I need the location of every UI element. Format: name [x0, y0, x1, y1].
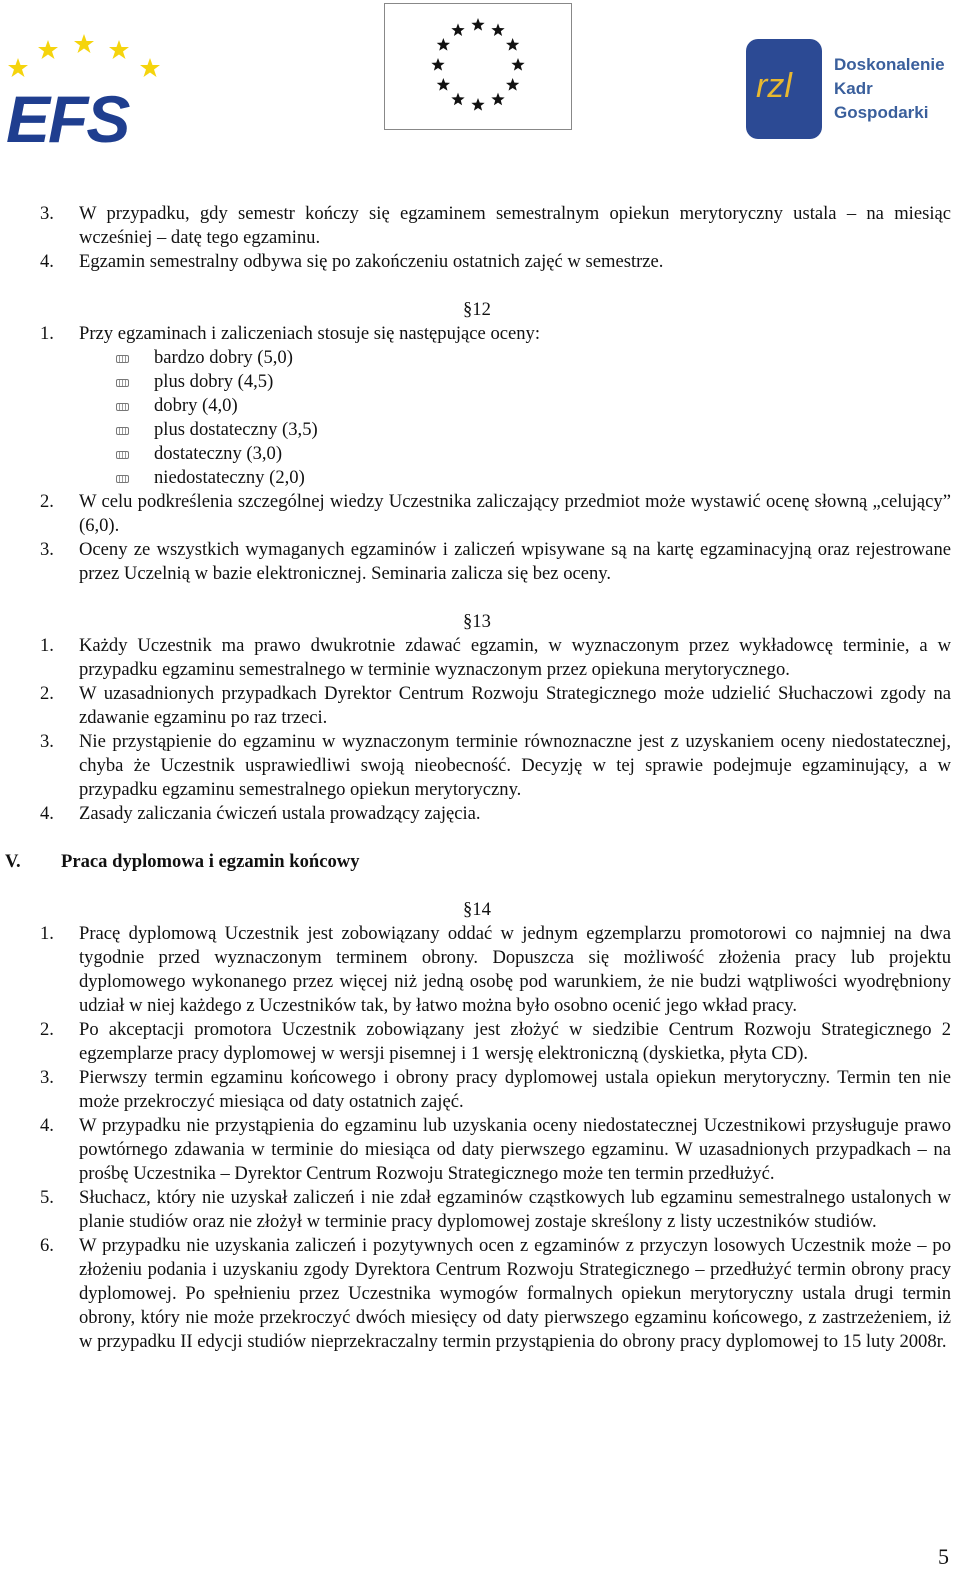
paragraph-heading: [0, 298, 960, 322]
bullet-icon: [116, 451, 129, 459]
item-number: 3.: [40, 539, 54, 560]
grade-item: [154, 346, 960, 370]
item-text: Przy egzaminach i zaliczeniach stosuje się następujące oceny:: [79, 323, 541, 344]
dkg-logo-mark: rzl: [756, 67, 792, 105]
item-text: Pierwszy termin egzaminu końcowego i obrony pracy dyplomowej ustala opiekun merytoryczny. Termin ten nie może przekroczyć miesiąca od daty ostatnich zajęć.: [79, 1067, 951, 1112]
item-text: W przypadku, gdy semestr kończy się egzaminem semestralnym opiekun merytoryczny ustala – na miesiąc wcześniej – datę tego egzaminu.: [79, 203, 951, 248]
list-item: [0, 1066, 960, 1114]
paragraph-heading: [0, 610, 960, 634]
bullet-icon: [116, 355, 129, 363]
list-item: [0, 538, 960, 586]
grade-label: plus dostateczny (3,5): [154, 419, 318, 440]
document-body: [0, 202, 960, 1354]
grade-item: [154, 370, 960, 394]
item-text: Zasady zaliczania ćwiczeń ustala prowadzący zajęcia.: [79, 803, 481, 824]
item-number: 3.: [40, 1067, 54, 1088]
list-item: [0, 202, 960, 250]
list-item: [0, 1018, 960, 1066]
item-number: 4.: [40, 1115, 54, 1136]
item-number: 2.: [40, 491, 54, 512]
item-text: Każdy Uczestnik ma prawo dwukrotnie zdawać egzamin, w wyznaczonym przez wykładowcę terminie, a w przypadku egzaminu semestralnego w terminie wyznaczonym przez opiekuna merytorycznego.: [79, 635, 951, 680]
item-number: 1.: [40, 323, 54, 344]
list-item: [0, 682, 960, 730]
list-item: [0, 1186, 960, 1234]
grade-label: bardzo dobry (5,0): [154, 347, 293, 368]
paragraph-number: §14: [463, 899, 491, 920]
item-number: 4.: [40, 803, 54, 824]
item-number: 5.: [40, 1187, 54, 1208]
grade-list: [0, 346, 960, 490]
grade-label: dobry (4,0): [154, 395, 238, 416]
chapter-title: Praca dyplomowa i egzamin końcowy: [61, 851, 360, 872]
grade-item: [154, 466, 960, 490]
list-item: [0, 802, 960, 826]
grade-label: dostateczny (3,0): [154, 443, 283, 464]
item-number: 3.: [40, 731, 54, 752]
item-text: W przypadku nie przystąpienia do egzaminu lub uzyskania oceny niedostatecznej Uczestnikowi przysługuje prawo powtórnego zdawania w terminie do miesiąca od daty pierwszego egzaminu. W uzasadnionych przypadkach – na prośbę Uczestnika – Dyrektor Centrum Rozwoju Strategicznego może ten termin przedłużyć.: [79, 1115, 951, 1184]
list-item: [0, 922, 960, 1018]
paragraph-number: §12: [463, 299, 491, 320]
item-text: Po akceptacji promotora Uczestnik zobowiązany jest złożyć w siedzibie Centrum Rozwoju Strategicznego 2 egzemplarze pracy dyplomowej w wersji pisemnej i 1 wersję elektroniczną (dyskietka, płyta CD).: [79, 1019, 951, 1064]
bullet-icon: [116, 379, 129, 387]
item-text: Pracę dyplomową Uczestnik jest zobowiązany oddać w jednym egzemplarzu promotorowi co najmniej na dwa tygodnie przed wyznaczonym terminem obrony. Dopuszcza się możliwość złożenia pracy lub projektu dyplomowego wykonanego przez więcej niż jedną osobę pod warunkiem, że nie budzi wątpliwości wyodrębniony udział w niej każdego z Uczestników tak, by łatwo można było osobno ocenić jego wkład pracy.: [79, 923, 951, 1016]
item-text: Egzamin semestralny odbywa się po zakończeniu ostatnich zajęć w semestrze.: [79, 251, 664, 272]
list-item: [0, 250, 960, 274]
item-number: 3.: [40, 203, 54, 224]
list-item: [0, 490, 960, 538]
dkg-logo: [744, 35, 954, 147]
chapter-number: V.: [5, 851, 21, 872]
bullet-icon: [116, 475, 129, 483]
item-text: Nie przystąpienie do egzaminu w wyznaczonym terminie równoznaczne jest z uzyskaniem oceny niedostatecznej, chyba że Uczestnik usprawiedliwi swoją nieobecność. Decyzję w tej sprawie podejmuje egzaminujący, a w przypadku egzaminu semestralnego opiekun merytoryczny.: [79, 731, 951, 800]
list-item: [0, 322, 960, 346]
paragraph-heading: [0, 898, 960, 922]
item-text: Słuchacz, który nie uzyskał zaliczeń i nie zdał egzaminów cząstkowych lub egzaminu semestralnego ustalonych w planie studiów oraz nie złożył w terminie pracy dyplomowej zostaje skreślony z listy uczestników studiów.: [79, 1187, 951, 1232]
item-number: 1.: [40, 635, 54, 656]
chapter-heading: [0, 850, 960, 874]
list-item: [0, 634, 960, 682]
item-number: 1.: [40, 923, 54, 944]
grade-item: [154, 442, 960, 466]
item-text: W przypadku nie uzyskania zaliczeń i pozytywnych ocen z egzaminów z przyczyn losowych Uczestnik może – po złożeniu podania i uzyskaniu zgody Dyrektora Centrum Rozwoju Strategicznego – przedłużyć termin obrony pracy dyplomowej. Po spełnieniu przez Uczestnika wymogów formalnych opiekun merytoryczny ustala drugi termin obrony, który nie może przekroczyć dwóch miesięcy od daty pierwszego egzaminu końcowego, z zastrzeżeniem, iż w przypadku II edycji studiów nieprzekraczalny termin przystąpienia do obrony pracy dyplomowej to 15 luty 2008r.: [79, 1235, 951, 1352]
list-item: [0, 1114, 960, 1186]
efs-logo-text: EFS: [6, 82, 129, 148]
eu-flag-logo: [384, 3, 572, 130]
grade-label: niedostateczny (2,0): [154, 467, 305, 488]
item-text: Oceny ze wszystkich wymaganych egzaminów i zaliczeń wpisywane są na kartę egzaminacyjną oraz rejestrowane przez Uczelnią w bazie elektronicznej. Seminaria zalicza się bez oceny.: [79, 539, 951, 584]
grade-item: [154, 394, 960, 418]
item-number: 6.: [40, 1235, 54, 1256]
list-item: [0, 730, 960, 802]
item-number: 2.: [40, 683, 54, 704]
efs-logo: [4, 30, 160, 148]
bullet-icon: [116, 427, 129, 435]
paragraph-number: §13: [463, 611, 491, 632]
grade-label: plus dobry (4,5): [154, 371, 274, 392]
dkg-logo-text: Doskonalenie Kadr Gospodarki: [834, 55, 945, 122]
bullet-icon: [116, 403, 129, 411]
item-number: 2.: [40, 1019, 54, 1040]
list-item: [0, 1234, 960, 1354]
item-text: W celu podkreślenia szczególnej wiedzy Uczestnika zaliczający przedmiot może wystawić ocenę słowną „celujący” (6,0).: [79, 491, 951, 536]
grade-item: [154, 418, 960, 442]
item-text: W uzasadnionych przypadkach Dyrektor Centrum Rozwoju Strategicznego może udzielić Słuchaczowi zgody na zdawanie egzaminu po raz trzeci.: [79, 683, 951, 728]
item-number: 4.: [40, 251, 54, 272]
page-number: 5: [938, 1544, 949, 1569]
